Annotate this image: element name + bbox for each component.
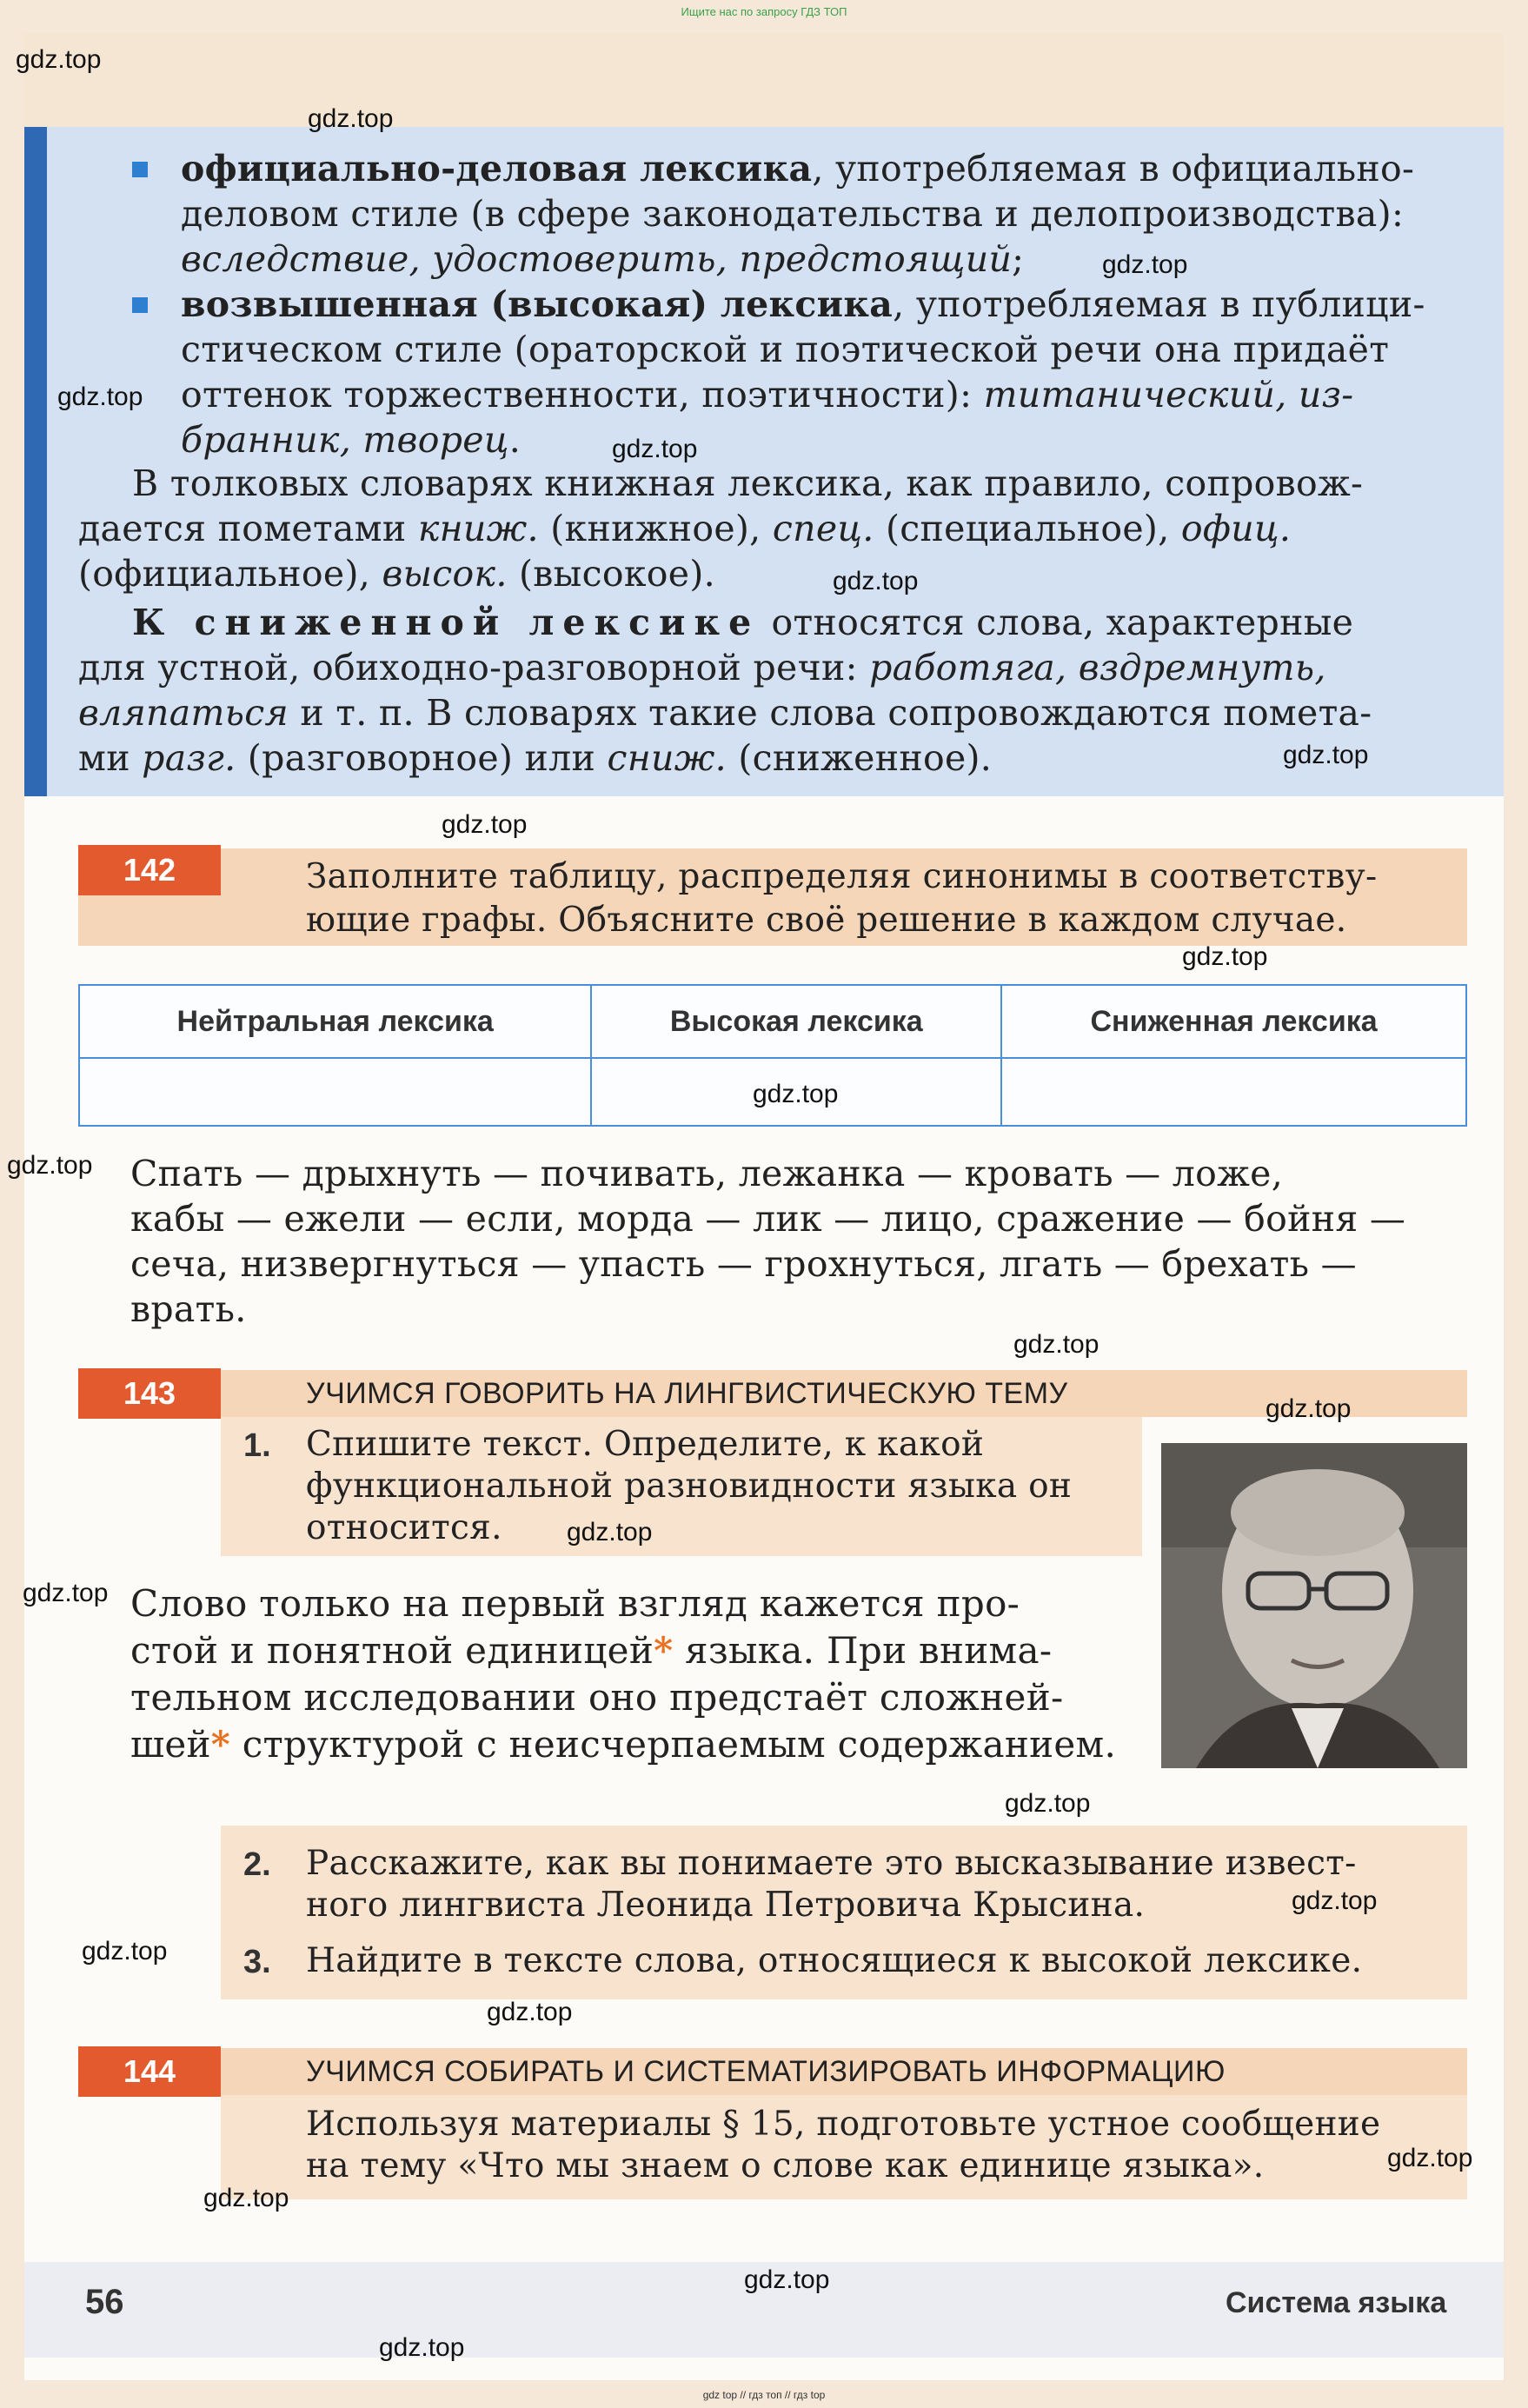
task-144-instruction: Используя материалы § 15, подготовьте устное сообщение на тему «Что мы знаем о слове как единице языка». [306,2105,1381,2185]
paragraph-reduced-lexicon: К сниженной лексике относятся слова, характерные для устной, обиходно-разговорной речи: работяга, вздремнуть, вляпаться и т. п. В словарях такие слова сопровождаются помета- ми разг. (разговорное) или сниж. (сниженное). [78,602,1372,779]
watermark: gdz.top [487,1998,573,2026]
question-number: 2. [243,1846,271,1883]
bottom-note: gdz top // гдз топ // гдз top [702,2389,826,2401]
top-band [24,33,1504,127]
synonym-words: Спать — дрыхнуть — почивать, лежанка — кровать — ложе, кабы — ежели — если, морда — лик — лицо, сражение — бойня — сеча, низвергнуться — упасть — грохнуться, лгать — брехать — врать. [130,1153,1406,1330]
krysin-quote: Слово только на первый взгляд кажется про- стой и понятной единицей* языка. При внима- тельном исследовании оно предстаёт сложней- шей* структурой с неисчерпаемым содержанием. [130,1582,1117,1766]
question-number: 3. [243,1944,271,1980]
paragraph-bookish-marks: В толковых словарях книжная лексика, как правило, сопровож- дается пометами книж. (книжное), спец. (специальное), офиц. (официальное), высок. (высокое). [78,462,1364,595]
watermark: gdz.top [1013,1330,1099,1359]
table-header-high: Высокая лексика [591,985,1001,1058]
top-note: Ищите нас по запросу ГДЗ ТОП [681,5,847,18]
task-number-badge: 144 [78,2046,221,2097]
watermark: gdz.top [833,567,919,595]
watermark: gdz.top [753,1080,839,1108]
watermark: gdz.top [7,1151,93,1180]
watermark: gdz.top [23,1579,109,1607]
watermark: gdz.top [744,2265,830,2294]
bullet-elevated: возвышенная (высокая) лексика, употребляемая в публици- стическом стиле (ораторской и поэтической речи она придаёт оттенок торжественности, поэтичности): титанический, из- бранник, творец. [181,283,1425,461]
watermark: gdz.top [203,2184,289,2212]
task-143-q3: Найдите в тексте слова, относящиеся к высокой лексике. [306,1941,1363,1980]
table-header-reduced: Сниженная лексика [1001,985,1466,1058]
watermark: gdz.top [567,1518,653,1547]
watermark: gdz.top [16,45,102,74]
task-143-q2: Расскажите, как вы понимаете это высказывание извест- ного лингвиста Леонида Петровича Крысина. [306,1844,1357,1925]
watermark: gdz.top [1292,1886,1378,1915]
glossary-star-icon: * [654,1629,674,1672]
question-number: 1. [243,1427,271,1464]
task-144-heading: УЧИМСЯ СОБИРАТЬ И СИСТЕМАТИЗИРОВАТЬ ИНФОРМАЦИЮ [306,2055,1226,2088]
watermark: gdz.top [1283,741,1369,769]
watermark: gdz.top [379,2333,465,2362]
bullet-icon [132,297,148,313]
watermark: gdz.top [308,104,394,133]
task-number-badge: 143 [78,1368,221,1419]
table-cell [1001,1058,1466,1126]
page-number: 56 [85,2283,124,2321]
task-143-heading: УЧИМСЯ ГОВОРИТЬ НА ЛИНГВИСТИЧЕСКУЮ ТЕМУ [306,1377,1068,1410]
table-cell [79,1058,591,1126]
watermark: gdz.top [1387,2144,1473,2172]
watermark: gdz.top [442,810,528,839]
bullet-icon [132,162,148,177]
watermark: gdz.top [1005,1789,1091,1818]
watermark: gdz.top [57,382,143,411]
task-number-badge: 142 [78,845,221,895]
watermark: gdz.top [1266,1394,1352,1423]
task-143-q1: Спишите текст. Определите, к какой функциональной разновидности языка он относится. [306,1425,1073,1547]
watermark: gdz.top [1102,250,1188,279]
section-title: Система языка [1226,2286,1447,2319]
bullet-official: официально-деловая лексика, употребляемая в официально- деловом стиле (в сфере законодательства и делопроизводства): вследствие, удостоверить, предстоящий; [181,148,1415,280]
watermark: gdz.top [612,435,698,463]
task-142-instruction: Заполните таблицу, распределяя синонимы в соответству- ющие графы. Объясните своё решение в каждом случае. [306,857,1378,940]
table-header-neutral: Нейтральная лексика [79,985,591,1058]
glossary-star-icon: * [210,1723,231,1766]
watermark: gdz.top [1182,942,1268,971]
watermark: gdz.top [82,1937,168,1966]
theory-accent-bar [24,127,47,796]
linguist-portrait-photo [1161,1443,1467,1768]
